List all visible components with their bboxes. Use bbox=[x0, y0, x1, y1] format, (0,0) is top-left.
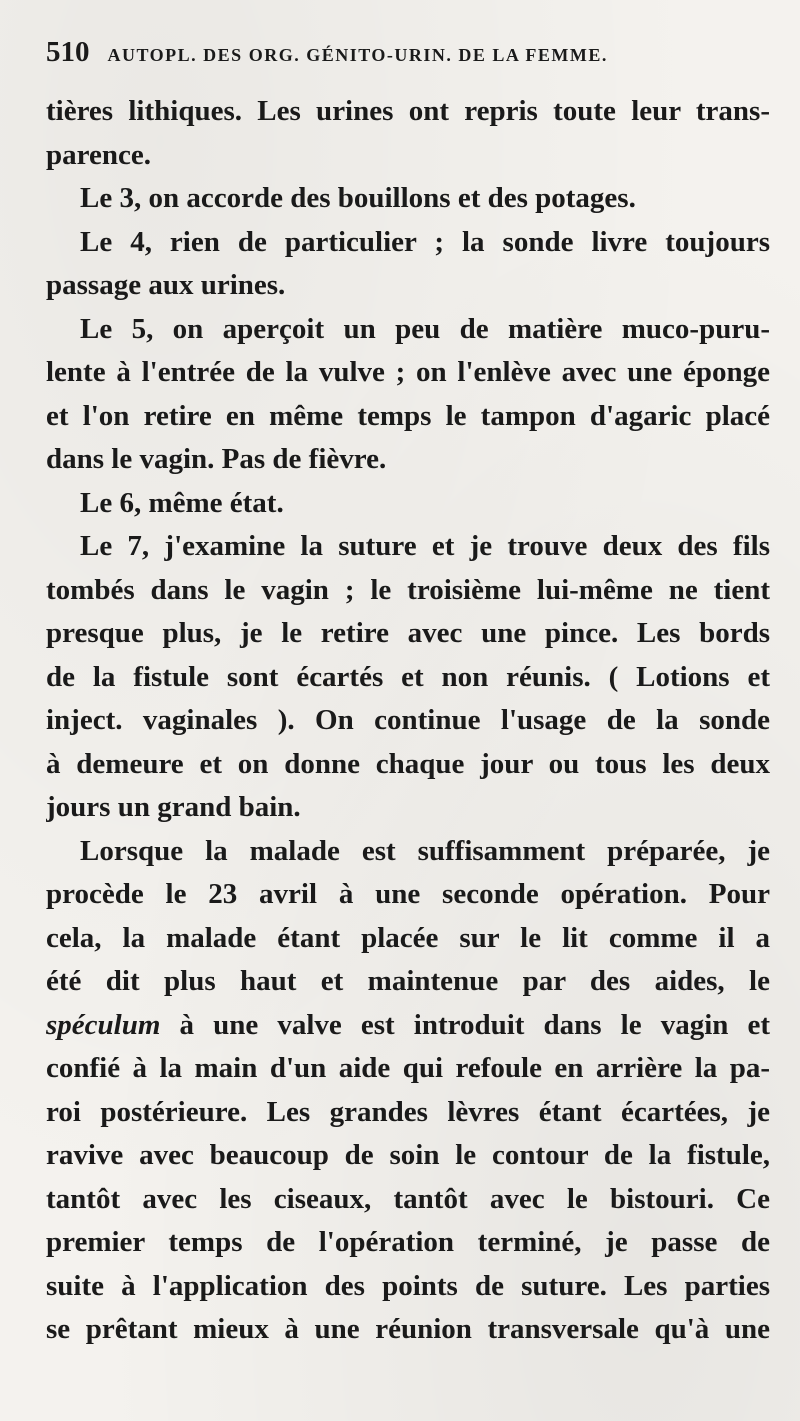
line-text: lente à l'entrée de la vulve ; on l'enlève avec une éponge bbox=[46, 356, 770, 388]
line-text: suite à l'application des points de suture. Les parties bbox=[46, 1269, 770, 1302]
page-number: 510 bbox=[46, 36, 90, 68]
body-text bbox=[46, 90, 770, 1352]
text-line bbox=[46, 1091, 770, 1135]
line-text: Le 4, rien de particulier ; la sonde livre toujours bbox=[80, 225, 770, 258]
line-text: ravive avec beaucoup de soin le contour de la fistule, bbox=[46, 1139, 770, 1171]
text-line bbox=[46, 1134, 770, 1178]
line-text: Le 6, même état. bbox=[80, 486, 284, 519]
line-text: procède le 23 avril à une seconde opération. Pour bbox=[46, 878, 770, 910]
line-text: dans le vagin. Pas de fièvre. bbox=[46, 443, 387, 475]
text-line bbox=[46, 351, 770, 395]
line-text: de la fistule sont écartés et non réunis. ( Lotions et bbox=[46, 660, 770, 693]
line-text: passage aux urines. bbox=[46, 269, 286, 301]
text-line bbox=[46, 1265, 770, 1309]
text-line bbox=[46, 1047, 770, 1091]
line-text: tantôt avec les ciseaux, tantôt avec le bistouri. Ce bbox=[46, 1182, 770, 1215]
line-text: tières lithiques. Les urines ont repris toute leur trans- bbox=[46, 95, 770, 127]
line-text: premier temps de l'opération terminé, je passe de bbox=[46, 1226, 770, 1258]
text-line bbox=[46, 90, 770, 134]
text-line bbox=[46, 917, 770, 961]
line-text: presque plus, je le retire avec une pince. Les bords bbox=[46, 617, 770, 649]
italic-term: spéculum bbox=[46, 1008, 161, 1041]
line-text: Le 3, on accorde des bouillons et des potages. bbox=[80, 182, 636, 214]
text-line bbox=[46, 1308, 770, 1352]
line-text: Le 5, on aperçoit un peu de matière muco-puru- bbox=[80, 312, 770, 345]
text-line bbox=[46, 482, 770, 526]
running-head bbox=[46, 36, 770, 82]
text-line bbox=[46, 656, 770, 700]
text-line bbox=[46, 569, 770, 613]
text-line bbox=[46, 743, 770, 787]
text-line bbox=[46, 264, 770, 308]
line-text: tombés dans le vagin ; le troisième lui-même ne tient bbox=[46, 573, 770, 606]
line-text: jours un grand bain. bbox=[46, 791, 301, 823]
running-title: AUTOPL. DES ORG. GÉNITO-URIN. DE LA FEMME. bbox=[107, 45, 608, 65]
text-line bbox=[46, 438, 770, 482]
text-line bbox=[46, 308, 770, 352]
text-line bbox=[46, 612, 770, 656]
line-text: à une valve est introduit dans le vagin et bbox=[160, 1008, 770, 1041]
line-text: se prêtant mieux à une réunion transversale qu'à une bbox=[46, 1313, 770, 1345]
line-text: inject. vaginales ). On continue l'usage de la sonde bbox=[46, 704, 770, 736]
text-line bbox=[46, 221, 770, 265]
line-text: Le 7, j'examine la suture et je trouve deux des fils bbox=[80, 530, 770, 562]
text-line bbox=[46, 873, 770, 917]
text-line bbox=[46, 395, 770, 439]
text-line bbox=[46, 1221, 770, 1265]
text-line bbox=[46, 699, 770, 743]
text-line bbox=[46, 1004, 770, 1048]
line-text: roi postérieure. Les grandes lèvres étant écartées, je bbox=[46, 1095, 770, 1128]
text-line bbox=[46, 830, 770, 874]
line-text: et l'on retire en même temps le tampon d'agaric placé bbox=[46, 399, 770, 432]
line-text: confié à la main d'un aide qui refoule en arrière la pa- bbox=[46, 1052, 770, 1084]
text-line bbox=[46, 177, 770, 221]
line-text: cela, la malade étant placée sur le lit comme il a bbox=[46, 921, 770, 954]
text-line bbox=[46, 525, 770, 569]
line-text: parence. bbox=[46, 138, 151, 171]
text-line bbox=[46, 960, 770, 1004]
line-text: à demeure et on donne chaque jour ou tous les deux bbox=[46, 747, 770, 780]
text-line bbox=[46, 786, 770, 830]
line-text: été dit plus haut et maintenue par des aides, le bbox=[46, 965, 770, 997]
text-line bbox=[46, 134, 770, 178]
line-text: Lorsque la malade est suffisamment préparée, je bbox=[80, 834, 770, 867]
text-line bbox=[46, 1178, 770, 1222]
